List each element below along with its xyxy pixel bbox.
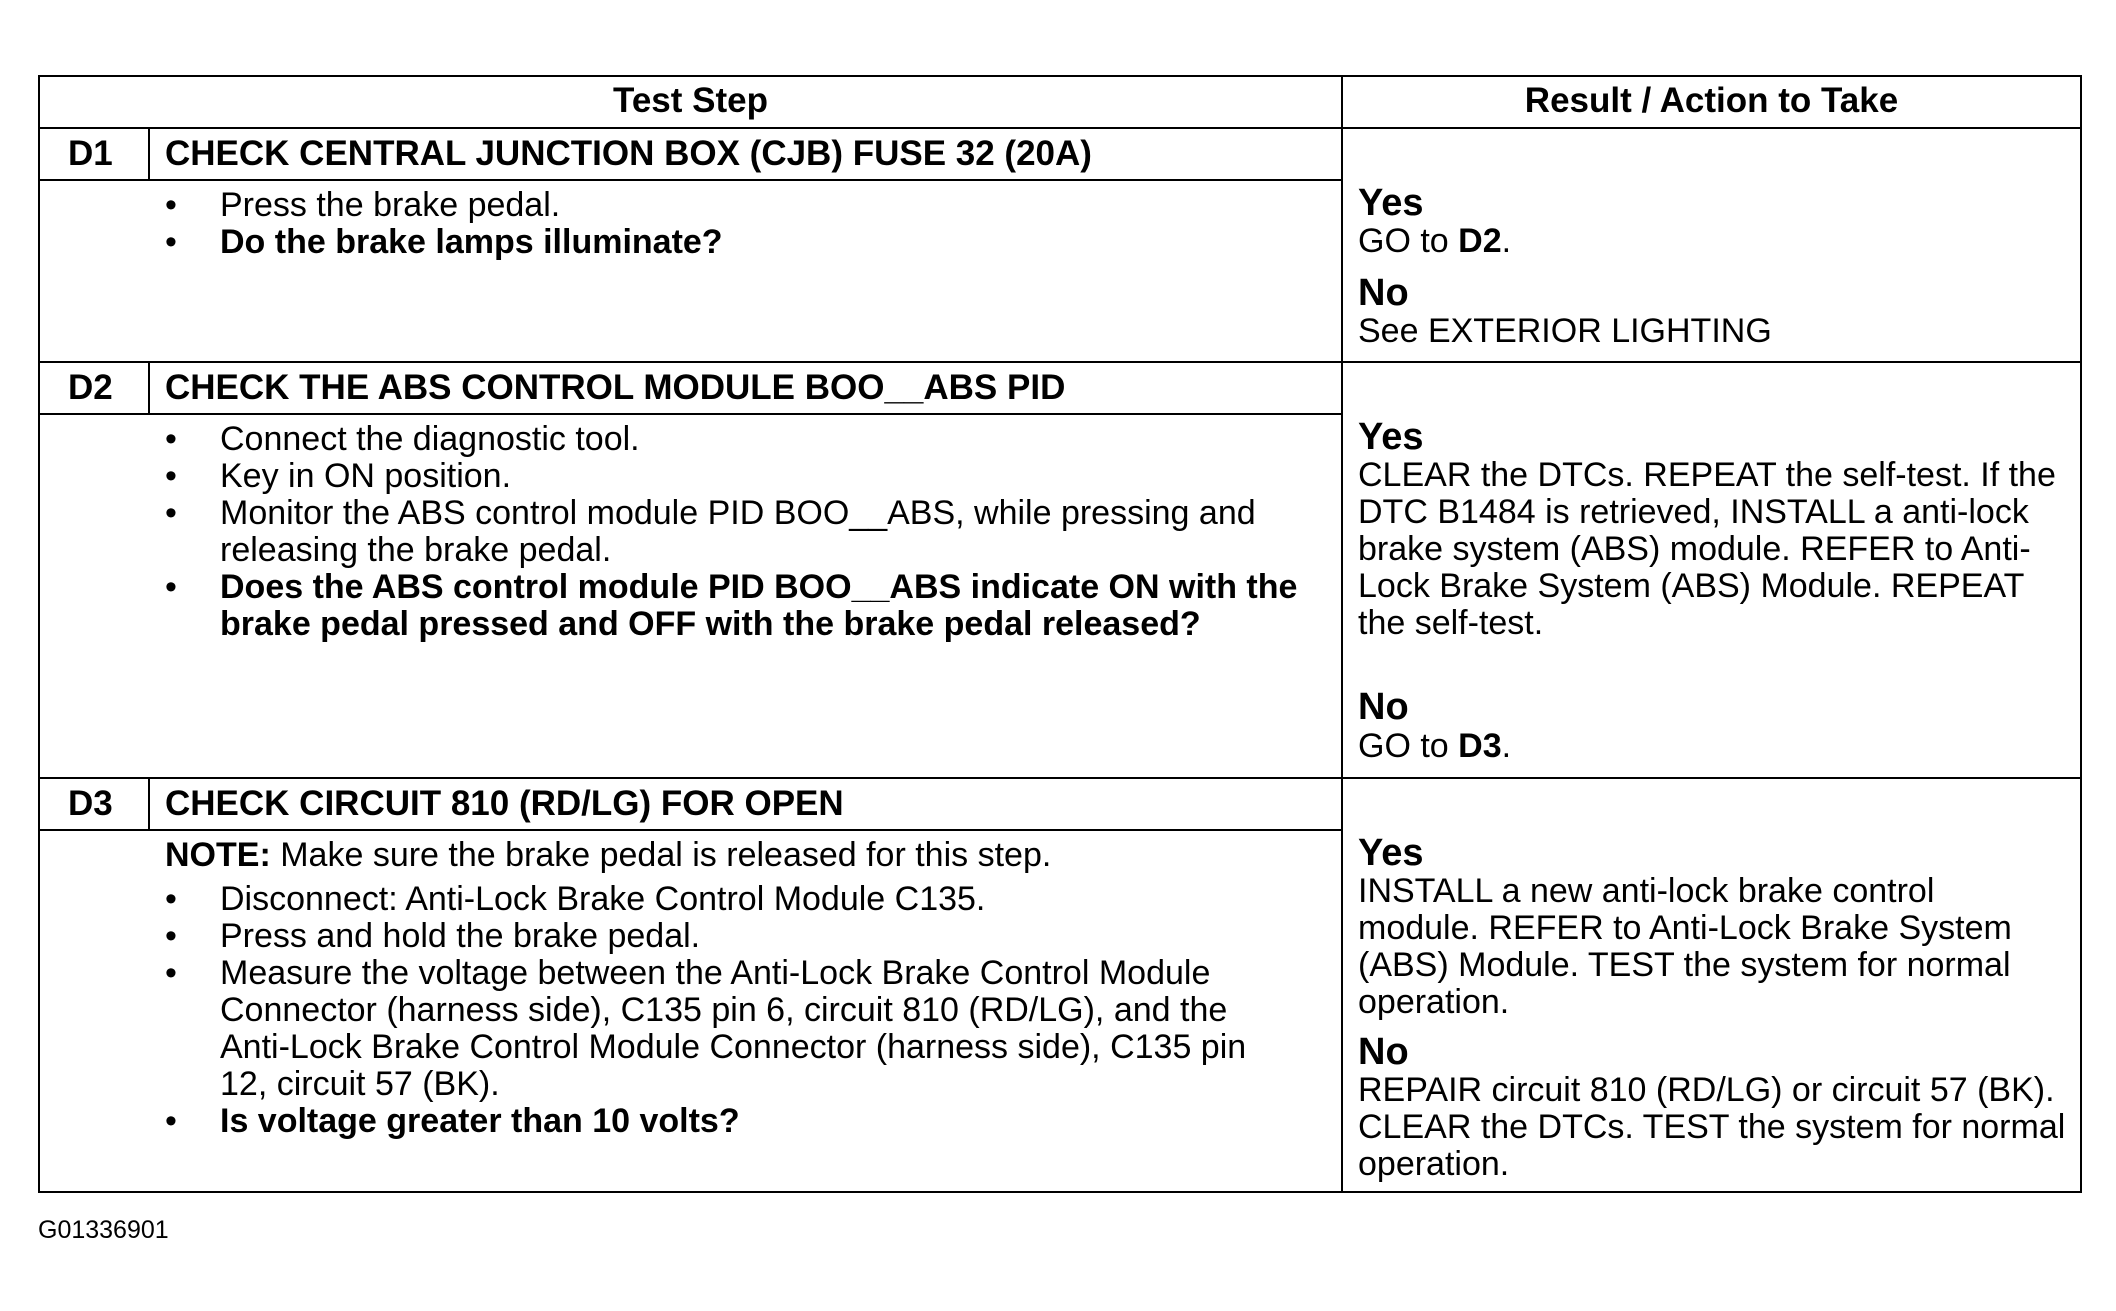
bullet-marker: • [165,880,177,918]
d1-title-rule [40,179,1343,181]
bullet-marker: • [165,420,177,458]
d3-bullet-1: Disconnect: Anti-Lock Brake Control Module C135. [220,880,986,918]
d1-no-text: See EXTERIOR LIGHTING [1358,312,1772,350]
d3-id-divider [148,777,150,830]
bullet-marker: • [165,917,177,955]
bullet-marker: • [165,568,177,606]
bullet-marker: • [165,1102,177,1140]
d2-yes-text: CLEAR the DTCs. REPEAT the self-test. If the DTC B1484 is retrieved, INSTALL a anti-lock brake system (ABS) module. REFER to Anti-Lock Brake System (ABS) Module. REPEAT the self-test. [1358,456,2056,642]
step-id-d3: D3 [68,784,113,823]
header-rule [40,127,2080,129]
d3-no-label: No [1358,1031,1409,1073]
d1-bullet-1: Press the brake pedal. [220,186,561,224]
step-title-d2: CHECK THE ABS CONTROL MODULE BOO__ABS PID [165,368,1066,407]
d1-bullet-2: Do the brake lamps illuminate? [220,223,723,261]
d3-yes-label: Yes [1358,832,1424,874]
d3-title-rule [40,829,1343,831]
diagnostic-table [38,75,2082,1193]
bullet-marker: • [165,954,177,992]
figure-id: G01336901 [38,1216,169,1244]
d2-bullet-3: Monitor the ABS control module PID BOO__ABS, while pressing and releasing the brake pedal. [220,494,1256,569]
d3-note: NOTE: Make sure the brake pedal is released for this step. [165,836,1052,874]
bullet-marker: • [165,186,177,224]
step-title-d1: CHECK CENTRAL JUNCTION BOX (CJB) FUSE 32 (20A) [165,134,1092,173]
header-result: Result / Action to Take [1524,81,1899,120]
d2-yes-label: Yes [1358,416,1424,458]
column-divider [1341,77,1343,1191]
bullet-marker: • [165,457,177,495]
d1-yes-text: GO to D2. [1358,222,1512,260]
d1-id-divider [148,127,150,180]
step-id-d1: D1 [68,134,113,173]
d2-d3-rule [40,777,2080,779]
bullet-marker: • [165,494,177,532]
header-test-step: Test Step [613,81,768,120]
d3-yes-text: INSTALL a new anti-lock brake control module. REFER to Anti-Lock Brake System (ABS) Module. TEST the system for normal operation. [1358,872,2012,1021]
step-id-d2: D2 [68,368,113,407]
bullet-marker: • [165,223,177,261]
d3-bullet-2: Press and hold the brake pedal. [220,917,701,955]
d1-yes-label: Yes [1358,182,1424,224]
d2-title-rule [40,413,1343,415]
d1-d2-rule [40,361,2080,363]
d2-bullet-1: Connect the diagnostic tool. [220,420,640,458]
d1-no-label: No [1358,272,1409,314]
d2-bullet-4: Does the ABS control module PID BOO__ABS indicate ON with the brake pedal pressed and OFF with the brake pedal released? [220,568,1298,643]
d2-no-label: No [1358,686,1409,728]
d3-bullet-4: Is voltage greater than 10 volts? [220,1102,740,1140]
d3-bullet-3: Measure the voltage between the Anti-Lock Brake Control Module Connector (harness side), C135 pin 6, circuit 810 (RD/LG), and the Anti-Lock Brake Control Module Connector (harness side), C135 pin 12, circuit 57 (BK). [220,954,1247,1103]
d2-no-text: GO to D3. [1358,727,1512,765]
step-title-d3: CHECK CIRCUIT 810 (RD/LG) FOR OPEN [165,784,844,823]
d2-bullet-2: Key in ON position. [220,457,512,495]
d3-no-text: REPAIR circuit 810 (RD/LG) or circuit 57 (BK). CLEAR the DTCs. TEST the system for normal operation. [1358,1071,2066,1183]
d2-id-divider [148,361,150,414]
